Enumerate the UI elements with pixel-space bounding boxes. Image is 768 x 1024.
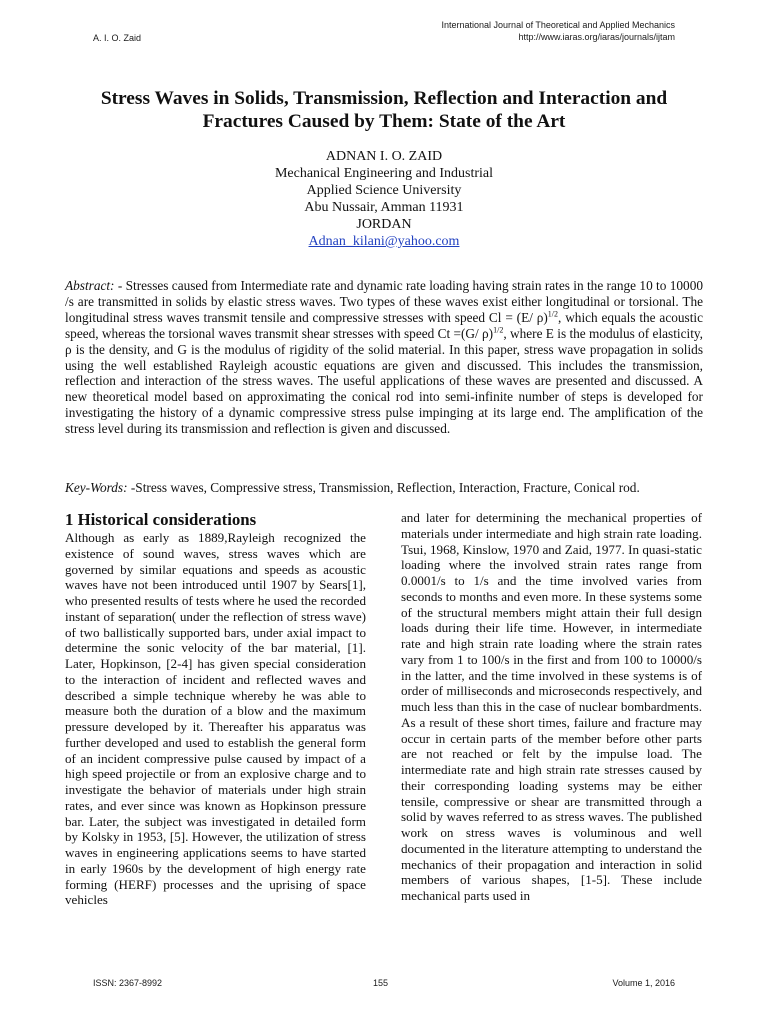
abstract-exponent-1: 1/2 — [547, 309, 559, 319]
author-country: JORDAN — [356, 217, 412, 232]
section-heading: 1 Historical considerations — [65, 510, 257, 529]
body-column-left: Although as early as 1889,Rayleigh recognized the existence of sound waves, stress waves which are governed by similar equations and speeds as acoustic waves have not been introduced until 1907 by Sears[1], who presented results of tests where he used the recorded instant of separation( under the reflection of stress wave) of two ballistically supported bars, under axial impact to determine the sonic velocity of the bar material, [1]. Later, Hopkinson, [2-4] has given special consideration to the interaction of incident and reflected waves and described a simple technique whereby he was able to measure both the duration of a blow and the maximum pressure developed by it. Thereafter his apparatus was further developed and used to establish the general form of an incident compressive pulse caused by impact of a high speed projectile or from an explosive charge and to investigate the behavior of materials under high strain rates, and ever since was known as Hopkinson pressure bar. Later, the subject was investigated in detailed form by Kolsky in 1953, [5]. However, the utilization of stress waves in engineering applications seems to have started in early 1960s by the development of high energy rate forming (HERF) processes and the uprising of space vehicles — [65, 530, 366, 908]
abstract-text-3: , where E is the modulus of elasticity, ρ is the density, and G is the modulus of rigidity of the solid material. In this paper, stress wave propagation in solids using the well established Rayleigh acoustic equations are given and discussed. This includes the transmission, reflection and interaction of the stress waves. The useful applications of these waves are presented and discussed. A new theoretical model based on approximating the conical rod into semi-infinite number of steps is developed for investigating the history of a dynamic compressive stress pulse impinging at its large end. The amplification of the stress level during its transmission and reflection is given and discussed. — [65, 325, 704, 437]
author-department: Mechanical Engineering and Industrial — [274, 166, 494, 181]
abstract-text-2: , which equals the acoustic speed, whereas the torsional waves transmit shear stresses with speed Ct =(G/ ρ) — [65, 309, 703, 341]
abstract-text-1: Stresses caused from Intermediate rate and dynamic rate loading having strain rates in the range 10 to 10000 /s are transmitted in solids by elastic stress waves. Two types of these waves exist either longitudinal or torsional. The longitudinal stress waves transmit tensile and compressive stresses with speed Cl = (E/ ρ) — [65, 278, 703, 325]
paper-title: Stress Waves in Solids, Transmission, Reflection and Interaction and Fractures Caused by Them: State of the Art — [100, 88, 668, 132]
abstract — [65, 278, 703, 437]
author-email-link[interactable]: Adnan_kilani@yahoo.com — [308, 234, 460, 249]
footer-page-number: 155 — [373, 978, 389, 988]
body-column-right: and later for determining the mechanical properties of materials under intermediate and high strain rate loading. Tsui, 1968, Kinslow, 1970 and Zaid, 1977. In quasi-static loading where the involved strain rates range from 0.0001/s to 1/s and the time involved varies from seconds to months and even more. In these systems some of the structural members might attain their full design loads during their life time. However, in intermediate rate and high strain rate loading where the strain rates vary from 1 to 100/s in the first and from 100 to 10000/s in the latter, and the time involved in these systems is of order of milliseconds and microseconds respectively, and much less than this in the case of nuclear bombardments. As a result of these short times, failure and fracture may occur in certain parts of the member before other parts are not reached or felt by the impulse load. The intermediate rate and high strain rate stresses caused by their corresponding loading systems may be either tensile, compressive or shear are transmitted through a solid by waves referred to as stress waves. The published work on stress waves is voluminous and well documented in the literature attempting to understand the mechanics of their propagation and interaction in solid members of various shapes, [1-5]. These include mechanical parts used in — [401, 510, 702, 903]
author-university: Applied Science University — [306, 183, 462, 198]
keywords-label: Key-Words: — [65, 480, 128, 495]
author-address: Abu Nussair, Amman 11931 — [304, 200, 464, 215]
running-header-journal — [442, 19, 675, 43]
footer-issn: ISSN: 2367-8992 — [93, 978, 163, 988]
abstract-label: Abstract: - — [65, 278, 123, 293]
author-name: ADNAN I. O. ZAID — [325, 149, 443, 164]
abstract-exponent-2: 1/2 — [493, 325, 504, 335]
journal-url[interactable]: http://www.iaras.org/iaras/journals/ijtam — [518, 32, 675, 42]
keywords — [65, 480, 703, 496]
footer-volume: Volume 1, 2016 — [612, 978, 675, 988]
journal-name: International Journal of Theoretical and Applied Mechanics — [441, 20, 675, 30]
author-block — [184, 148, 584, 250]
keywords-text: -Stress waves, Compressive stress, Transmission, Reflection, Interaction, Fracture, Conical rod. — [127, 480, 640, 495]
running-header-author: A. I. O. Zaid — [93, 33, 142, 43]
